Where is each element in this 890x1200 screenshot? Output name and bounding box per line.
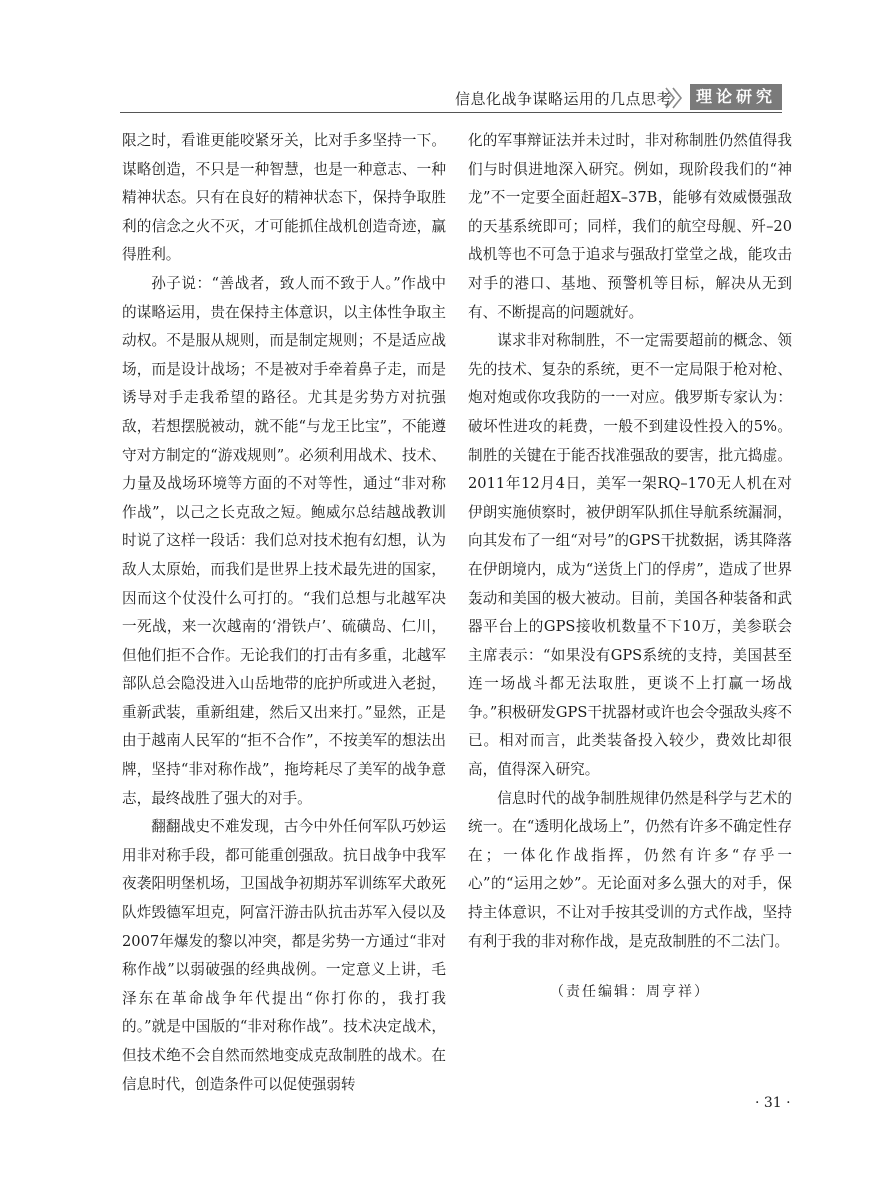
section-label: 理论研究 — [690, 84, 782, 110]
left-column — [122, 127, 446, 1099]
page-number: · 31 · — [755, 1095, 791, 1111]
article-title: 信息化战争谋略运用的几点思考 — [454, 90, 672, 108]
header-divider — [120, 112, 782, 113]
paragraph: 化的军事辩证法并未过时，非对称制胜仍然值得我们与时俱进地深入研究。例如，现阶段我们的“神龙”不一定要全面赶超X–37B，能够有效威慑强敌的天基系统即可；同样，我们的航空母舰、歼–20战机等也不可急于追求与强敌打堂堂之战，能攻击对手的港口、基地、预警机等目标，解决从无到有、不断提高的问题就好。 — [468, 132, 792, 321]
double-chevron-icon — [662, 86, 686, 110]
paragraph: 孙子说：“善战者，致人而不致于人。”作战中的谋略运用，贵在保持主体意识，以主体性争取主动权。不是服从规则，而是制定规则；不是适应战场，而是设计战场；不是被对手牵着鼻子走，而是诱导对手走我希望的路径。尤其是劣势方对抗强敌，若想摆脱被动，就不能“与龙王比宝”，不能遵守对方制定的“游戏规则”。必须利用战术、技术、力量及战场环境等方面的不对等性，通过“非对称作战”，以己之长克敌之短。鲍威尔总结越战教训时说了这样一段话：我们总对技术抱有幻想，认为敌人太原始，而我们是世界上技术最先进的国家，因而这个仗没什么可打的。“我们总想与北越军决一死战，来一次越南的‘滑铁卢’、硫磺岛、仁川，但他们拒不合作。无论我们的打击有多重，北越军部队总会隐没进入山岳地带的庇护所或进入老挝，重新武装，重新组建，然后又出来打。”显然，正是由于越南人民军的“拒不合作”，不按美军的想法出牌，坚持“非对称作战”，拖垮耗尽了美军的战争意志，最终战胜了强大的对手。 — [122, 274, 446, 807]
paragraph: 翻翻战史不难发现，古今中外任何军队巧妙运用非对称手段，都可能重创强敌。抗日战争中我军夜袭阳明堡机场，卫国战争初期苏军训练军犬敢死队炸毁德军坦克，阿富汗游击队抗击苏军入侵以及2007年爆发的黎以冲突，都是劣势一方通过“非对称作战”以弱破强的经典战例。一定意义上讲，毛泽东在革命战争年代提出“你打你的，我打我的。”就是中国版的“非对称作战”。技术决定战术，但技术绝不会自然而然地变成克敌制胜的战术。在信息时代，创造条件可以促使强弱转 — [122, 818, 446, 1093]
paragraph: 信息时代的战争制胜规律仍然是科学与艺术的统一。在“透明化战场上”，仍然有许多不确定性存在；一体化作战指挥，仍然有许多“存乎一心”的“运用之妙”。无论面对多么强大的对手，保持主体意识，不让对手按其受训的方式作战，坚持有利于我的非对称作战，是克敌制胜的不二法门。 — [468, 789, 792, 950]
paragraph: 限之时，看谁更能咬紧牙关，比对手多坚持一下。谋略创造，不只是一种智慧，也是一种意志、一种精神状态。只有在良好的精神状态下，保持争取胜利的信念之火不灭，才可能抓住战机创造奇迹，赢得胜利。 — [122, 132, 446, 264]
right-column — [468, 127, 792, 1007]
paragraph: 谋求非对称制胜，不一定需要超前的概念、领先的技术、复杂的系统，更不一定局限于枪对枪、炮对炮或你攻我防的一一对应。俄罗斯专家认为：破坏性进攻的耗费，一般不到建设性投入的5%。制胜的关键在于能否找准强敌的要害，批亢捣虚。2011年12月4日，美军一架RQ–170无人机在对伊朗实施侦察时，被伊朗军队抓住导航系统漏洞，向其发布了一组“对号”的GPS干扰数据，诱其降落在伊朗境内，成为“送货上门的俘虏”，造成了世界轰动和美国的极大被动。目前，美国各种装备和武器平台上的GPS接收机数量不下10万，美参联会主席表示：“如果没有GPS系统的支持，美国甚至连一场战斗都无法取胜，更谈不上打赢一场战争。”积极研发GPS干扰器材或许也会令强敌头疼不已。相对而言，此类装备投入较少，费效比却很高，值得深入研究。 — [468, 332, 792, 779]
running-header — [120, 84, 782, 114]
editor-credit: （责任编辑：周亨祥） — [550, 984, 710, 1001]
